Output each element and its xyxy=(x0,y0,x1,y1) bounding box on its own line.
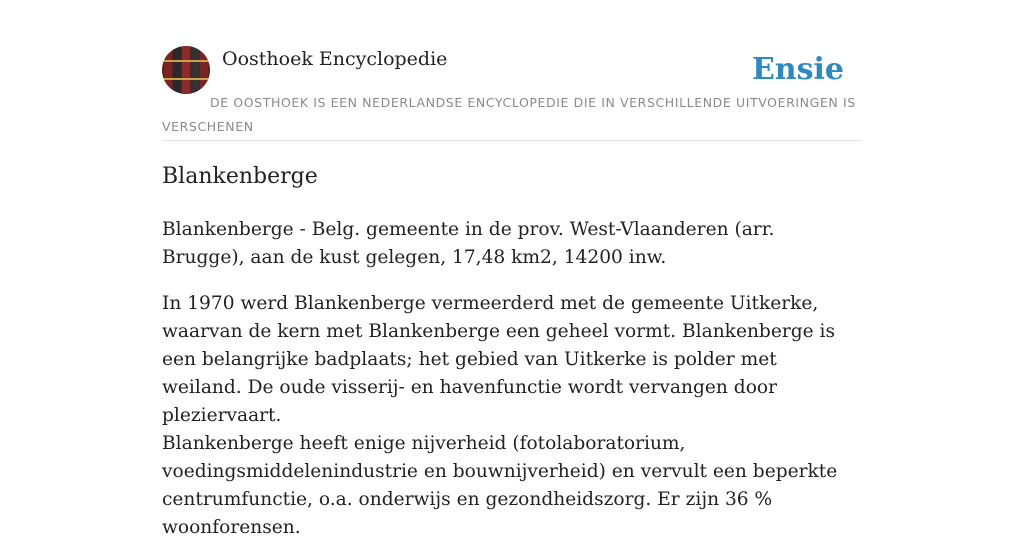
site-header xyxy=(162,46,862,141)
page-title: Blankenberge xyxy=(162,164,318,189)
site-description: DE OOSTHOEK IS EEN NEDERLANDSE ENCYCLOPEDIE DIE IN VERSCHILLENDE UITVOERINGEN IS VERSCHENEN xyxy=(162,95,856,134)
brand-logo[interactable]: Ensie xyxy=(751,52,844,87)
article-paragraph: Blankenberge - Belg. gemeente in de prov. West-Vlaanderen (arr. Brugge), aan de kust gelegen, 17,48 km2, 14200 inw. xyxy=(162,219,775,268)
article-paragraph: Blankenberge heeft enige nijverheid (fotolaboratorium, voedingsmiddelenindustrie en bouwnijverheid) en vervult een beperkte centrumfunctie, o.a. onderwijs en gezondheidszorg. Er zijn 36 % woonforensen. xyxy=(162,433,838,538)
article-paragraph: In 1970 werd Blankenberge vermeerderd met de gemeente Uitkerke, waarvan de kern met Blankenberge een geheel vormt. Blankenberge is een belangrijke badplaats; het gebied van Uitkerke is polder met weiland. De oude visserij- en havenfunctie wordt vervangen door pleziervaart. xyxy=(162,293,836,426)
site-name-link[interactable]: Oosthoek Encyclopedie xyxy=(222,48,448,70)
encyclopedia-books-icon[interactable] xyxy=(162,46,210,94)
